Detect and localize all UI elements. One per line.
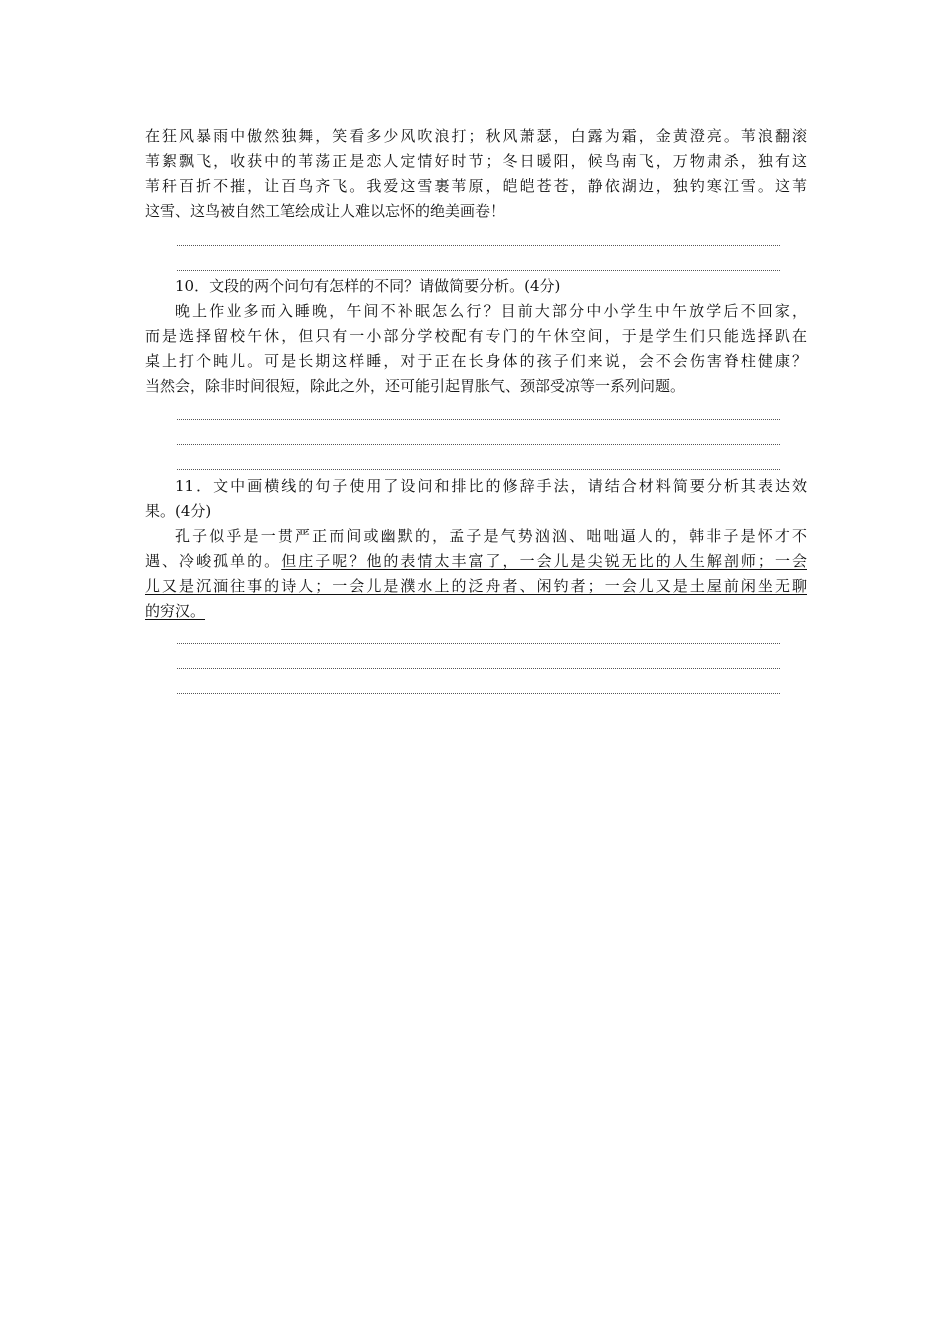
answer-line-q10-3[interactable]: [177, 469, 780, 470]
underlined-sentence-part-1: 但庄子呢？他的表情太丰富了，一会儿是尖锐无比的人生解剖师；一会: [281, 552, 807, 570]
passage-q10: [145, 299, 807, 399]
answer-line-q10-2[interactable]: [177, 444, 780, 445]
question-11-title-line-1: 11．文中画横线的句子使用了设问和排比的修辞手法，请结合材料简要分析其表达效: [175, 477, 807, 495]
question-11-title: [145, 474, 807, 524]
passage-q11-line-4: [145, 599, 807, 624]
underlined-sentence-part-3: 的穷汉。: [145, 602, 206, 620]
passage-q9-line-4: 这雪、这鸟被自然工笔绘成让人难以忘怀的绝美画卷！: [145, 202, 506, 220]
underlined-sentence-part-2: 儿又是沉湎往事的诗人；一会儿是濮水上的泛舟者、闲钓者；一会儿又是土屋前闲坐无聊: [145, 577, 807, 595]
answer-line-q11-2[interactable]: [177, 668, 780, 669]
passage-q9-line-3: 苇秆百折不摧，让百鸟齐飞。我爱这雪裹苇原，皑皑苍苍，静依湖边，独钓寒江雪。这苇: [145, 177, 807, 195]
passage-q11-line-1: 孔子似乎是一贯严正而间或幽默的，孟子是气势汹汹、咄咄逼人的，韩非子是怀才不: [175, 527, 807, 545]
passage-q10-line-2: 而是选择留校午休，但只有一小部分学校配有专门的午休空间，于是学生们只能选择趴在: [145, 327, 807, 345]
answer-line-q9-1[interactable]: [177, 245, 780, 246]
passage-q10-line-1: 晚上作业多而入睡晚，午间不补眠怎么行？目前大部分中小学生中午放学后不回家，: [175, 302, 807, 320]
question-10-title: 10．文段的两个问句有怎样的不同？请做简要分析。(4分): [175, 277, 561, 295]
passage-q9-line-2: 苇絮飘飞，收获中的苇荡正是恋人定情好时节；冬日暖阳，候鸟南飞，万物肃杀，独有这: [145, 152, 807, 170]
passage-q11-line-2: [145, 549, 807, 574]
passage-q11: [145, 524, 807, 624]
passage-q10-line-3: 桌上打个盹儿。可是长期这样睡，对于正在长身体的孩子们来说，会不会伤害脊柱健康？: [145, 352, 807, 370]
question-11-title-line-2: 果。(4分): [145, 502, 212, 520]
answer-line-q11-1[interactable]: [177, 643, 780, 644]
passage-q11-line-2-plain: 遇、冷峻孤单的。: [145, 552, 282, 570]
passage-q9: [145, 124, 807, 224]
answer-line-q11-3[interactable]: [177, 693, 780, 694]
passage-q9-line-1: 在狂风暴雨中傲然独舞，笑看多少风吹浪打；秋风萧瑟，白露为霜，金黄澄亮。苇浪翻滚: [145, 127, 807, 145]
passage-q10-line-4: 当然会，除非时间很短，除此之外，还可能引起胃胀气、颈部受凉等一系列问题。: [145, 377, 686, 395]
answer-line-q10-1[interactable]: [177, 419, 780, 420]
answer-line-q9-2[interactable]: [177, 270, 780, 271]
